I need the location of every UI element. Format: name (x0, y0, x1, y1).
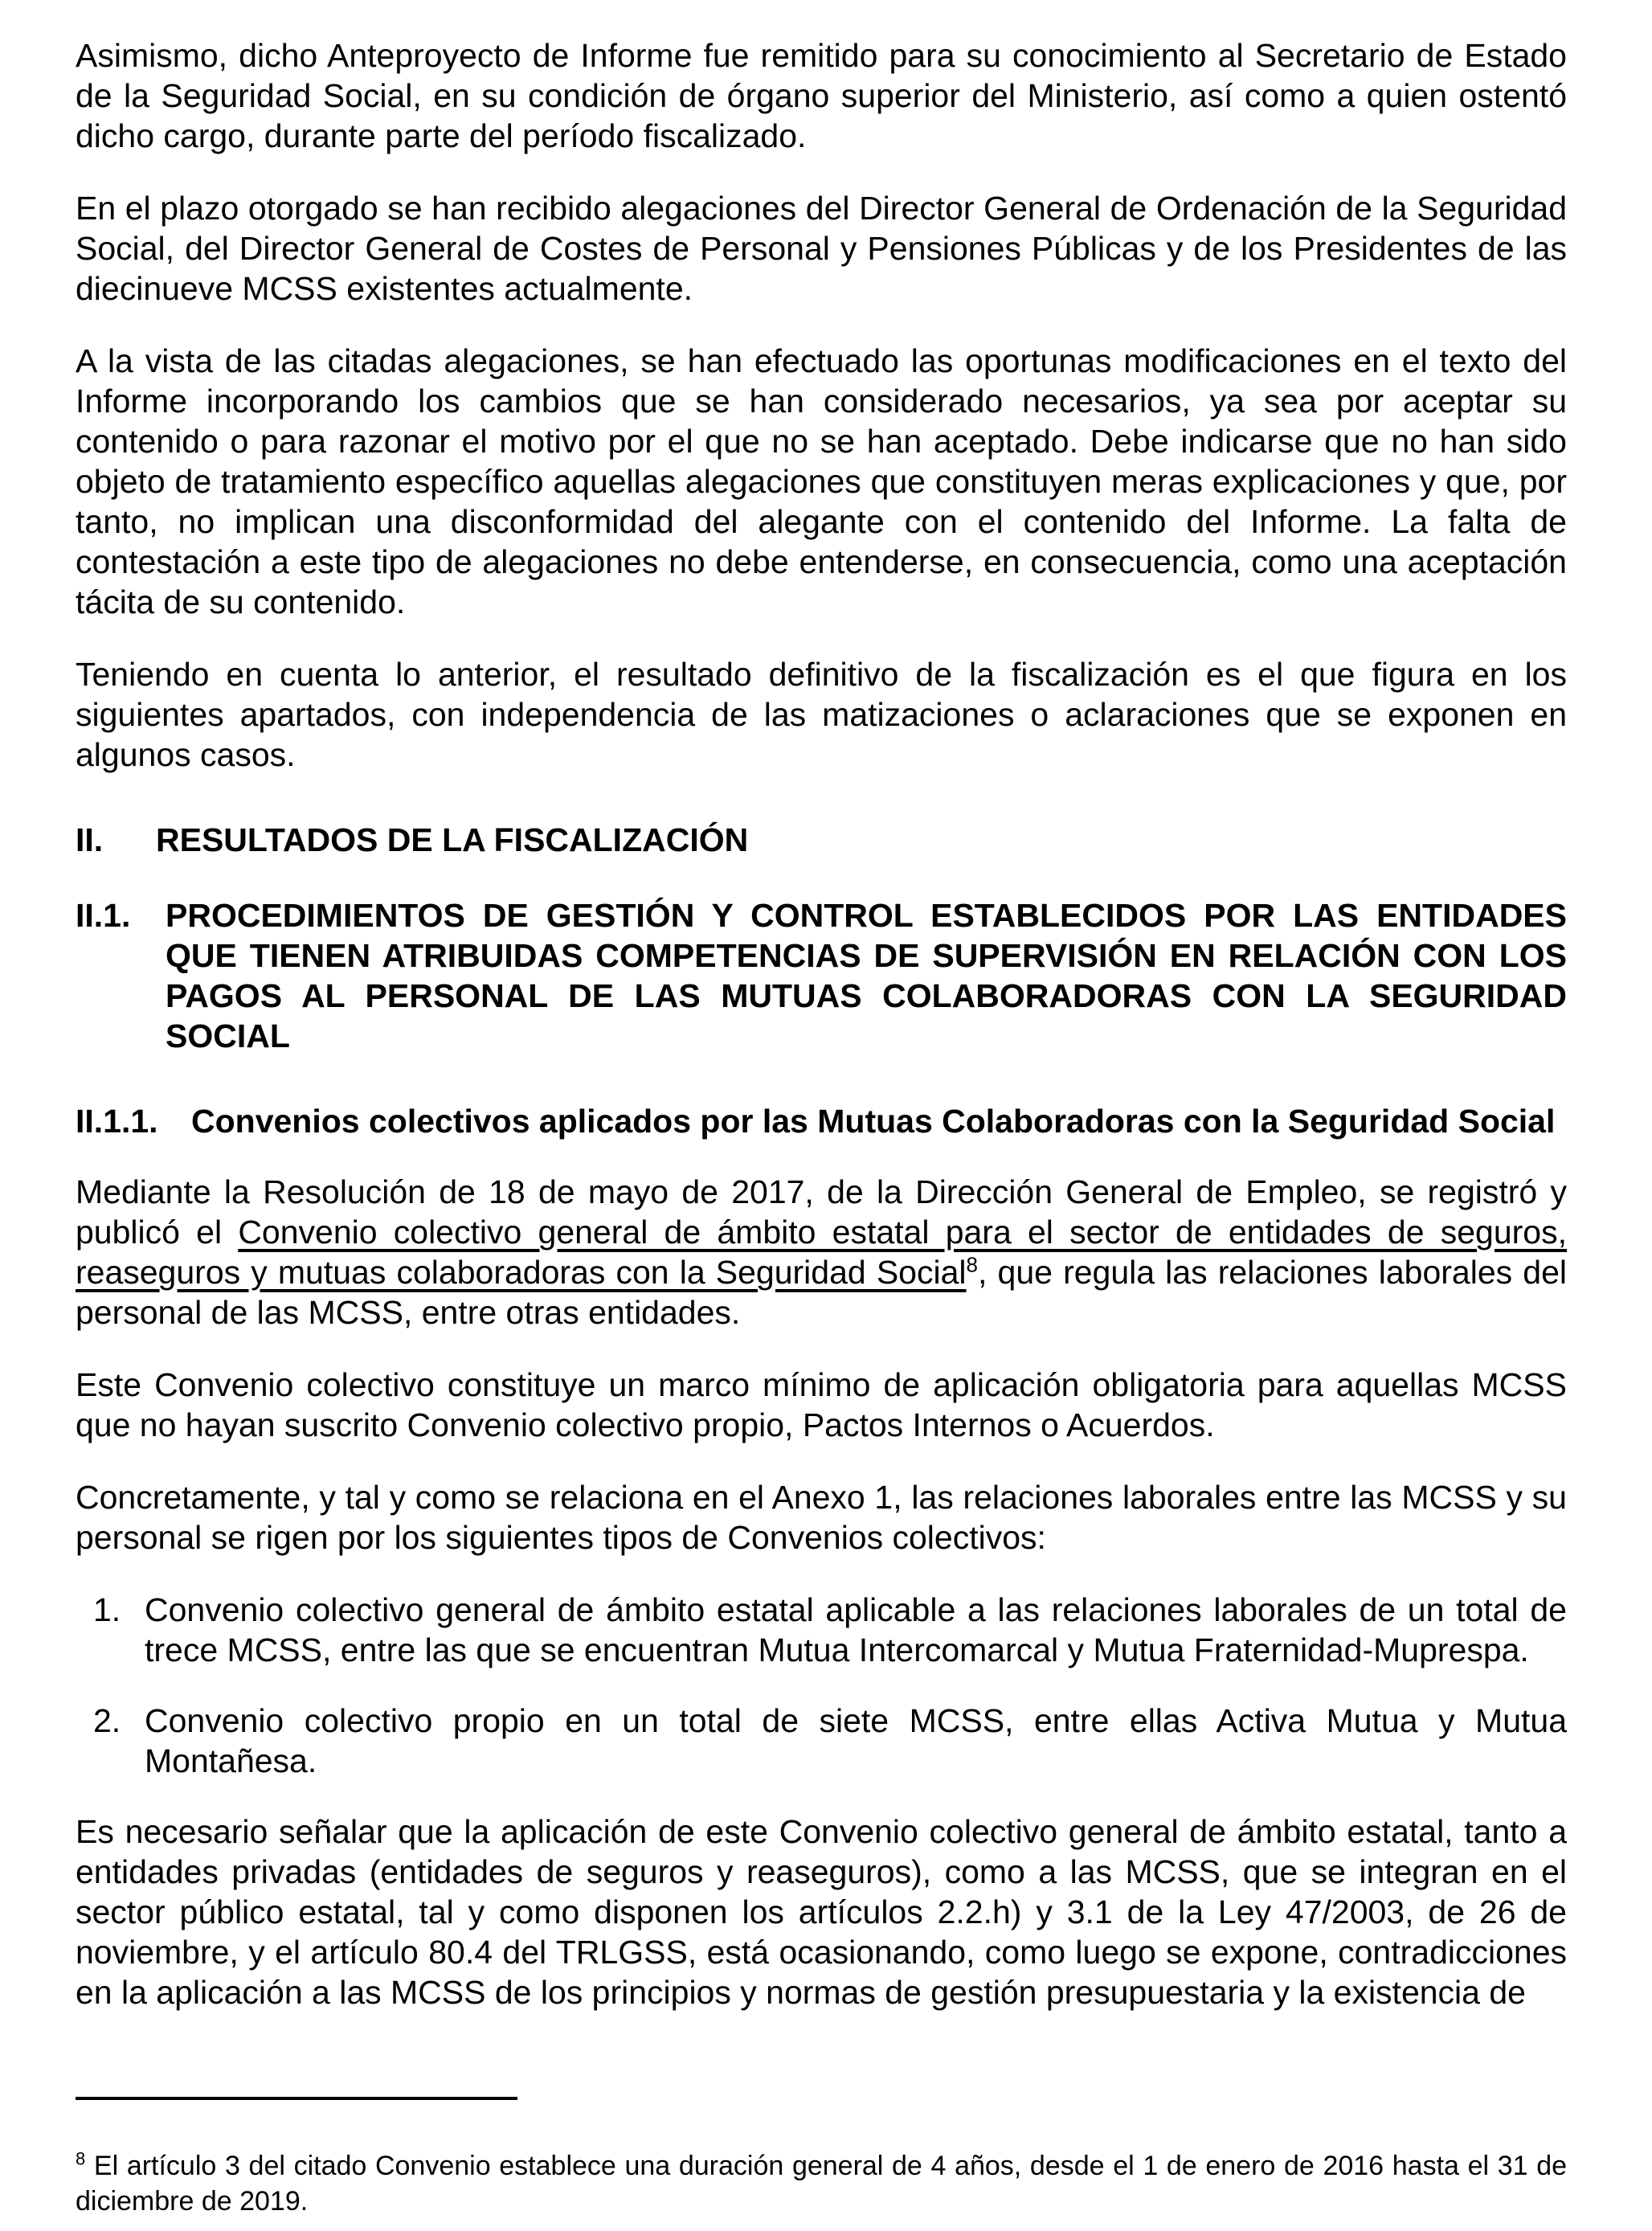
list-item-number: 2. (93, 1702, 121, 1739)
page-content (76, 0, 1567, 2219)
list-item-text: Convenio colectivo general de ámbito estatal aplicable a las relaciones laborales de un total de trece MCSS, entre las que se encuentran Mutua Intercomarcal y Mutua Fraternidad-Muprespa. (145, 1591, 1567, 1668)
resolucion-suffix: , que regula las relaciones laborales del personal de las MCSS, entre otras entidades. (76, 1254, 1567, 1331)
subsection-number: II.1. (76, 897, 131, 934)
paragraph-anteproyecto: Asimismo, dicho Anteproyecto de Informe fue remitido para su conocimiento al Secretario de Estado de la Seguridad Social, en su condición de órgano superior del Ministerio, así como a quien ostentó dicho cargo, durante parte del período fiscalizado. (76, 37, 1567, 154)
list-item-text: Convenio colectivo propio en un total de siete MCSS, entre ellas Activa Mutua y Mutua Montañesa. (145, 1702, 1567, 1779)
section-heading-resultados (76, 820, 1567, 860)
subsubsection-heading-convenios (76, 1101, 1567, 1141)
subsection-title: PROCEDIMIENTOS DE GESTIÓN Y CONTROL ESTABLECIDOS POR LAS ENTIDADES QUE TIENEN ATRIBUIDAS COMPETENCIAS DE SUPERVISIÓN EN RELACIÓN CON LOS PAGOS AL PERSONAL DE LAS MUTUAS COLABORADORAS CON LA SEGURIDAD SOCIAL (166, 897, 1567, 1054)
paragraph-modificaciones: A la vista de las citadas alegaciones, se han efectuado las oportunas modificaciones en el texto del Informe incorporando los cambios que se han considerado necesarios, ya sea por aceptar su contenido o para razonar el motivo por el que no se han aceptado. Debe indicarse que no han sido objeto de tratamiento específico aquellas alegaciones que constituyen meras explicaciones y que, por tanto, no implican una disconformidad del alegante con el contenido del Informe. La falta de contestación a este tipo de alegaciones no debe entenderse, en consecuencia, como una aceptación tácita de su contenido. (76, 342, 1567, 620)
paragraph-resolucion (76, 1172, 1567, 1332)
footnote-reference-8: 8 (966, 1252, 978, 1277)
subsubsection-number: II.1.1. (76, 1103, 158, 1140)
footnote-separator-rule (76, 2097, 517, 2100)
footnote-8 (76, 2148, 1567, 2219)
section-title: RESULTADOS DE LA FISCALIZACIÓN (156, 821, 749, 858)
list-item-number: 1. (93, 1591, 121, 1628)
footnote-text: El artículo 3 del citado Convenio establece una duración general de 4 años, desde el 1 de enero de 2016 hasta el 31 de diciembre de 2019. (76, 2151, 1568, 2217)
paragraph-concretamente: Concretamente, y tal y como se relaciona en el Anexo 1, las relaciones laborales entre las MCSS y su personal se rigen por los siguientes tipos de Convenios colectivos: (76, 1479, 1567, 1556)
paragraph-alegaciones-recibidas: En el plazo otorgado se han recibido alegaciones del Director General de Ordenación de la Seguridad Social, del Director General de Costes de Personal y Pensiones Públicas y de los Presidentes de las diecinueve MCSS existentes actualmente. (76, 190, 1567, 307)
list-item-convenio-general (93, 1590, 1567, 1670)
subsection-heading-procedimientos (76, 895, 1567, 1056)
paragraph-resultado-definitivo: Teniendo en cuenta lo anterior, el resultado definitivo de la fiscalización es el que figura en los siguientes apartados, con independencia de las matizaciones o aclaraciones que se exponen en algunos casos. (76, 656, 1567, 773)
subsubsection-title: Convenios colectivos aplicados por las Mutuas Colaboradoras con la Seguridad Social (191, 1103, 1556, 1140)
list-item-convenio-propio (93, 1701, 1567, 1781)
convenio-colectivo-underlined-title: Convenio colectivo general de ámbito estatal para el sector de entidades de seguros, reaseguros y mutuas colaboradoras con la Seguridad Social (76, 1214, 1567, 1291)
section-number: II. (76, 821, 104, 858)
paragraph-marco-minimo: Este Convenio colectivo constituye un marco mínimo de aplicación obligatoria para aquellas MCSS que no hayan suscrito Convenio colectivo propio, Pactos Internos o Acuerdos. (76, 1366, 1567, 1443)
paragraph-es-necesario: Es necesario señalar que la aplicación de este Convenio colectivo general de ámbito estatal, tanto a entidades privadas (entidades de seguros y reaseguros), como a las MCSS, que se integran en el sector público estatal, tal y como disponen los artículos 2.2.h) y 3.1 de la Ley 47/2003, de 26 de noviembre, y el artículo 80.4 del TRLGSS, está ocasionando, como luego se expone, contradicciones en la aplicación a las MCSS de los principios y normas de gestión presupuestaria y la existencia de (76, 1813, 1567, 2011)
footnote-marker-8: 8 (76, 2148, 86, 2169)
resolucion-prefix: Mediante la Resolución de 18 de mayo de 2017, de la Dirección General de Empleo, se registró y publicó el (76, 1173, 1567, 1251)
